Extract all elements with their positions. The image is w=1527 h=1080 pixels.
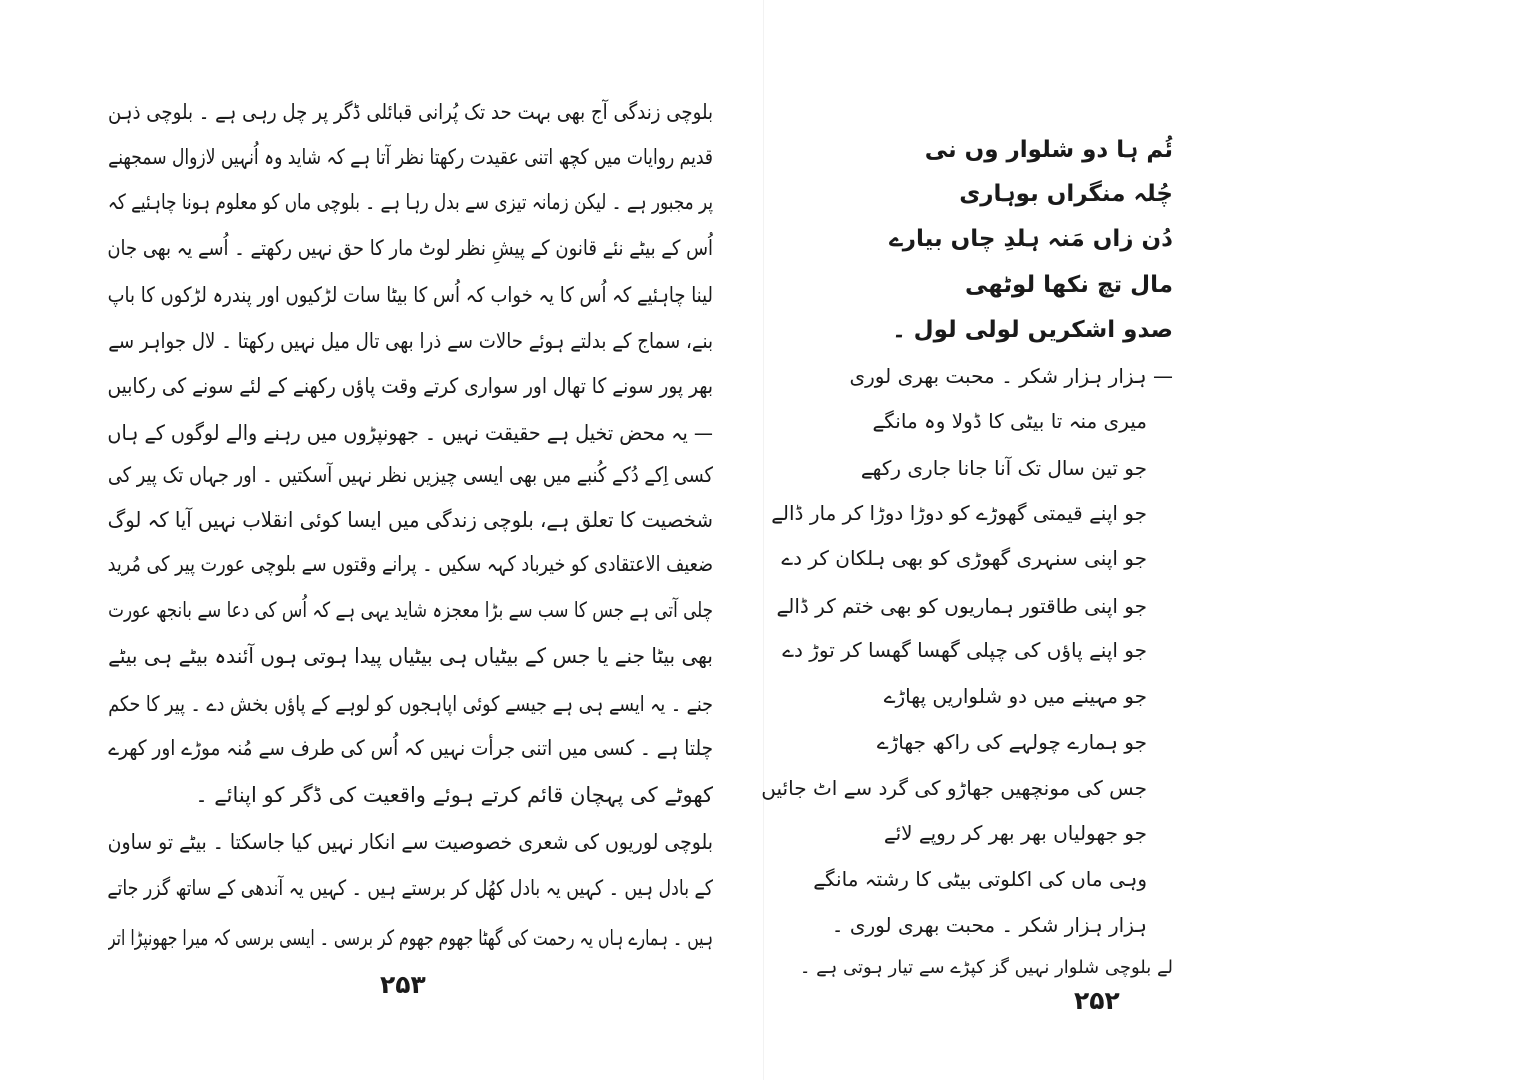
prose-line: بلوچی زندگی آج بھی بہت حد تک پُرانی قبائلی ڈگر پر چل رہی ہے ۔ بلوچی ذہن bbox=[108, 100, 713, 124]
prose-line: چلی آتی ہے جس کا سب سے بڑا معجزہ شاید یہی ہے کہ اُس کی دعا سے بانجھ عورت bbox=[108, 598, 713, 622]
page-number: ۲۵۲ bbox=[1074, 986, 1120, 1015]
prose-line: قدیم روایات میں کچھ اتنی عقیدت رکھتا نظر آتا ہے کہ شاید وہ اُنہیں لازوال سمجھنے bbox=[108, 145, 713, 169]
prose-line: اُس کے بیٹے نئے قانون کے پیشِ نظر لوٹ مار کا حق نہیں رکھتے ۔ اُسے یہ بھی جان bbox=[107, 236, 713, 260]
page-number: ۲۵۳ bbox=[380, 970, 426, 999]
footnote: لے بلوچی شلوار نہیں گز کپڑے سے تیار ہوتی ہے ۔ bbox=[799, 957, 1173, 978]
prose-line: بھی بیٹا جنے یا جس کے بیٹیاں ہی بیٹیاں پیدا ہوتی ہوں آئندہ بیٹے ہی بیٹے bbox=[108, 644, 713, 668]
right-page bbox=[761, 0, 1527, 1080]
translation-line: وہی ماں کی اکلوتی بیٹی کا رشتہ مانگے bbox=[813, 867, 1147, 891]
balochi-verse-line: چُلہ منگراں بوہاری bbox=[959, 181, 1173, 207]
prose-line: ہیں ۔ ہمارے ہاں یہ رحمت کی گھٹا جھوم جھوم کر برسی ۔ ایسی برسی کہ میرا جھونپڑا اتر bbox=[108, 926, 713, 950]
balochi-verse-line: مال تچ نکھا لوٹھی bbox=[964, 272, 1173, 298]
translation-line: جو اپنی سنہری گھوڑی کو بھی ہلکان کر دے bbox=[781, 546, 1147, 570]
balochi-verse-line: دُن زاں مَنہ ہلدِ چاں بیارے bbox=[889, 226, 1173, 252]
prose-line: کے بادل ہیں ۔ کہیں یہ بادل کھُل کر برستے ہیں ۔ کہیں یہ آندھی کے ساتھ گزر جاتے bbox=[107, 876, 713, 900]
left-page bbox=[0, 0, 763, 1080]
translation-line: جو تین سال تک آنا جانا جاری رکھے bbox=[860, 456, 1147, 480]
prose-line: جنے ۔ یہ ایسے ہی ہے جیسے کوئی اپاہجوں کو لوہے کے پاؤں بخش دے ۔ پیر کا حکم bbox=[108, 692, 713, 716]
prose-line: کسی اِکے دُکے کُنبے میں بھی ایسی چیزیں نظر نہیں آسکتیں ۔ اور جہاں تک پیر کی bbox=[108, 463, 713, 487]
translation-line: جو ہمارے چولہے کی راکھ جھاڑے bbox=[876, 730, 1147, 754]
translation-line: جو اپنی طاقتور ہماریوں کو بھی ختم کر ڈالے bbox=[776, 594, 1147, 618]
translation-line: ہزار ہزار شکر ۔ محبت بھری لوری ۔ bbox=[831, 913, 1147, 937]
prose-line: کھوٹے کی پہچان قائم کرتے ہوئے واقعیت کی ڈگر کو اپنائے ۔ bbox=[195, 783, 713, 807]
translation-line: جو مہینے میں دو شلواریں پھاڑے bbox=[883, 684, 1147, 708]
translation-line: میری منہ تا بیٹی کا ڈولا وہ مانگے bbox=[872, 409, 1147, 433]
translation-line: جس کی مونچھیں جھاڑو کی گرد سے اٹ جائیں bbox=[761, 776, 1147, 800]
translation-line: جو اپنے پاؤں کی چپلی گھسا گھسا کر توڑ دے bbox=[782, 638, 1147, 662]
translation-line: جو جھولیاں بھر بھر کر روپے لائے bbox=[883, 821, 1147, 845]
prose-line: بنے، سماج کے بدلتے ہوئے حالات سے ذرا بھی تال میل نہیں رکھتا ۔ لال جواہر سے bbox=[108, 329, 713, 353]
prose-line: لینا چاہئیے کہ اُس کا یہ خواب کہ اُس کا بیٹا سات لڑکیوں اور پندرہ لڑکوں کا باپ bbox=[107, 283, 713, 307]
prose-line: چلتا ہے ۔ کسی میں اتنی جرأت نہیں کہ اُس کی طرف سے مُنہ موڑے اور کھرے bbox=[108, 736, 713, 760]
prose-line: — یہ محض تخیل ہے حقیقت نہیں ۔ جھونپڑوں میں رہنے والے لوگوں کے ہاں bbox=[107, 421, 713, 445]
prose-line: ضعیف الاعتقادی کو خیرباد کہہ سکیں ۔ پرانے وقتوں سے بلوچی عورت پیر کی مُرید bbox=[107, 552, 713, 576]
prose-line: پر مجبور ہے ۔ لیکن زمانہ تیزی سے بدل رہا ہے ۔ بلوچی ماں کو معلوم ہونا چاہئیے کہ bbox=[108, 190, 713, 214]
prose-line: شخصیت کا تعلق ہے، بلوچی زندگی میں ایسا کوئی انقلاب نہیں آیا کہ لوگ bbox=[107, 508, 713, 532]
balochi-verse-line: صدو اشکریں لولی لول ۔ bbox=[892, 317, 1173, 343]
prose-line: بلوچی لوریوں کی شعری خصوصیت سے انکار نہیں کیا جاسکتا ۔ بیٹے تو ساون bbox=[107, 830, 713, 854]
prose-line: بھر پور سونے کا تھال اور سواری کرتے وقت پاؤں رکھنے کے لئے سونے کی رکابیں bbox=[107, 374, 713, 398]
translation-line: جو اپنے قیمتی گھوڑے کو دوڑا دوڑا کر مار ڈالے bbox=[771, 501, 1147, 525]
balochi-verse-line: ئُم ہا دو شلوار وں نی bbox=[924, 137, 1173, 163]
translation-line: — ہزار ہزار شکر ۔ محبت بھری لوری bbox=[849, 364, 1173, 388]
